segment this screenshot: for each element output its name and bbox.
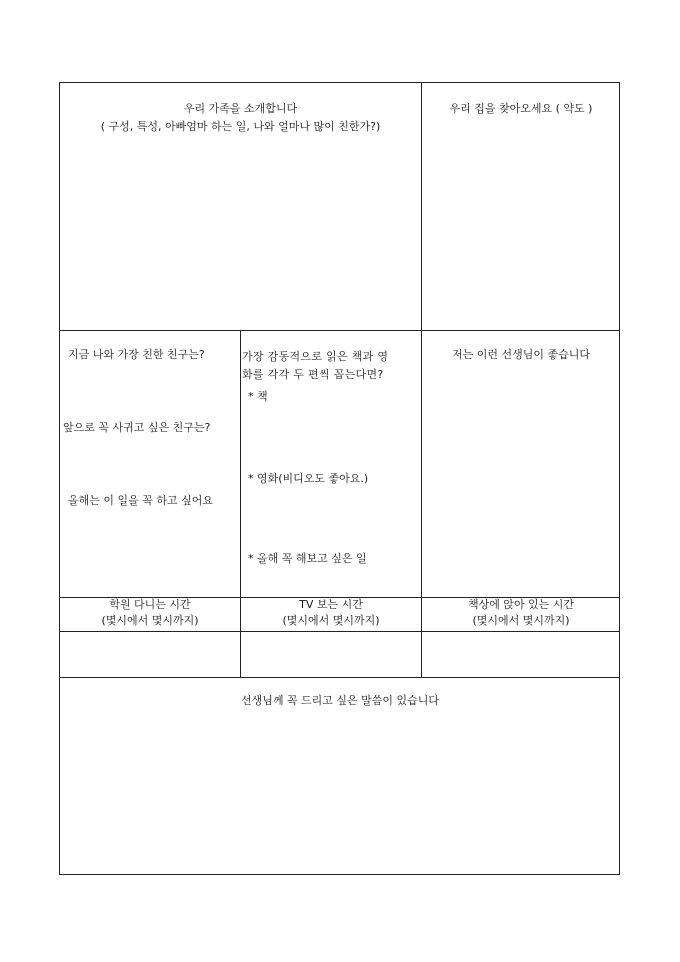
- row-divider-4: [59, 677, 620, 678]
- teacher-answer-area[interactable]: [422, 368, 620, 597]
- time-answer-academy[interactable]: [60, 632, 240, 677]
- time-label-desk: 책상에 앉아 있는 시간: [467, 598, 575, 611]
- family-title: 우리 가족을 소개합니다: [183, 102, 298, 115]
- friends-question-1: 지금 나와 가장 친한 친구는?: [68, 348, 205, 361]
- row-divider-1: [59, 330, 620, 331]
- time-label-academy: 학원 다니는 시간: [109, 598, 191, 611]
- friends-question-3: 올해는 이 일을 꼭 하고 싶어요: [68, 494, 213, 507]
- time-answer-desk[interactable]: [422, 632, 620, 677]
- books-prompt-line-1: 가장 감동적으로 읽은 책과 영: [242, 350, 389, 363]
- message-answer-area[interactable]: [60, 714, 620, 874]
- books-item-wish: * 올해 꼭 해보고 싶은 일: [248, 552, 367, 565]
- time-label-tv: TV 보는 시간: [299, 598, 363, 611]
- house-map-area[interactable]: [422, 122, 620, 330]
- books-item-book: * 책: [248, 390, 268, 403]
- books-item-movie: * 영화(비디오도 좋아요.): [248, 472, 369, 485]
- friends-question-2: 앞으로 꼭 사귀고 싶은 친구는?: [63, 421, 211, 434]
- family-subtitle: ( 구성, 특성, 아빠엄마 하는 일, 나와 얼마나 많이 친한가?): [100, 120, 381, 133]
- books-prompt-line-2: 화를 각각 두 편씩 꼽는다면?: [242, 368, 384, 381]
- house-title: 우리 집을 찾아오세요 ( 약도 ): [449, 102, 593, 115]
- time-sub-tv: (몇시에서 몇시까지): [282, 614, 380, 627]
- time-sub-desk: (몇시에서 몇시까지): [472, 614, 570, 627]
- family-answer-area[interactable]: [60, 140, 421, 330]
- time-sub-academy: (몇시에서 몇시까지): [101, 614, 199, 627]
- time-answer-tv[interactable]: [241, 632, 421, 677]
- teacher-title: 저는 이런 선생님이 좋습니다: [451, 348, 590, 361]
- message-title: 선생님께 꼭 드리고 싶은 말씀이 있습니다: [240, 694, 440, 707]
- friends-answer-area[interactable]: [60, 510, 240, 597]
